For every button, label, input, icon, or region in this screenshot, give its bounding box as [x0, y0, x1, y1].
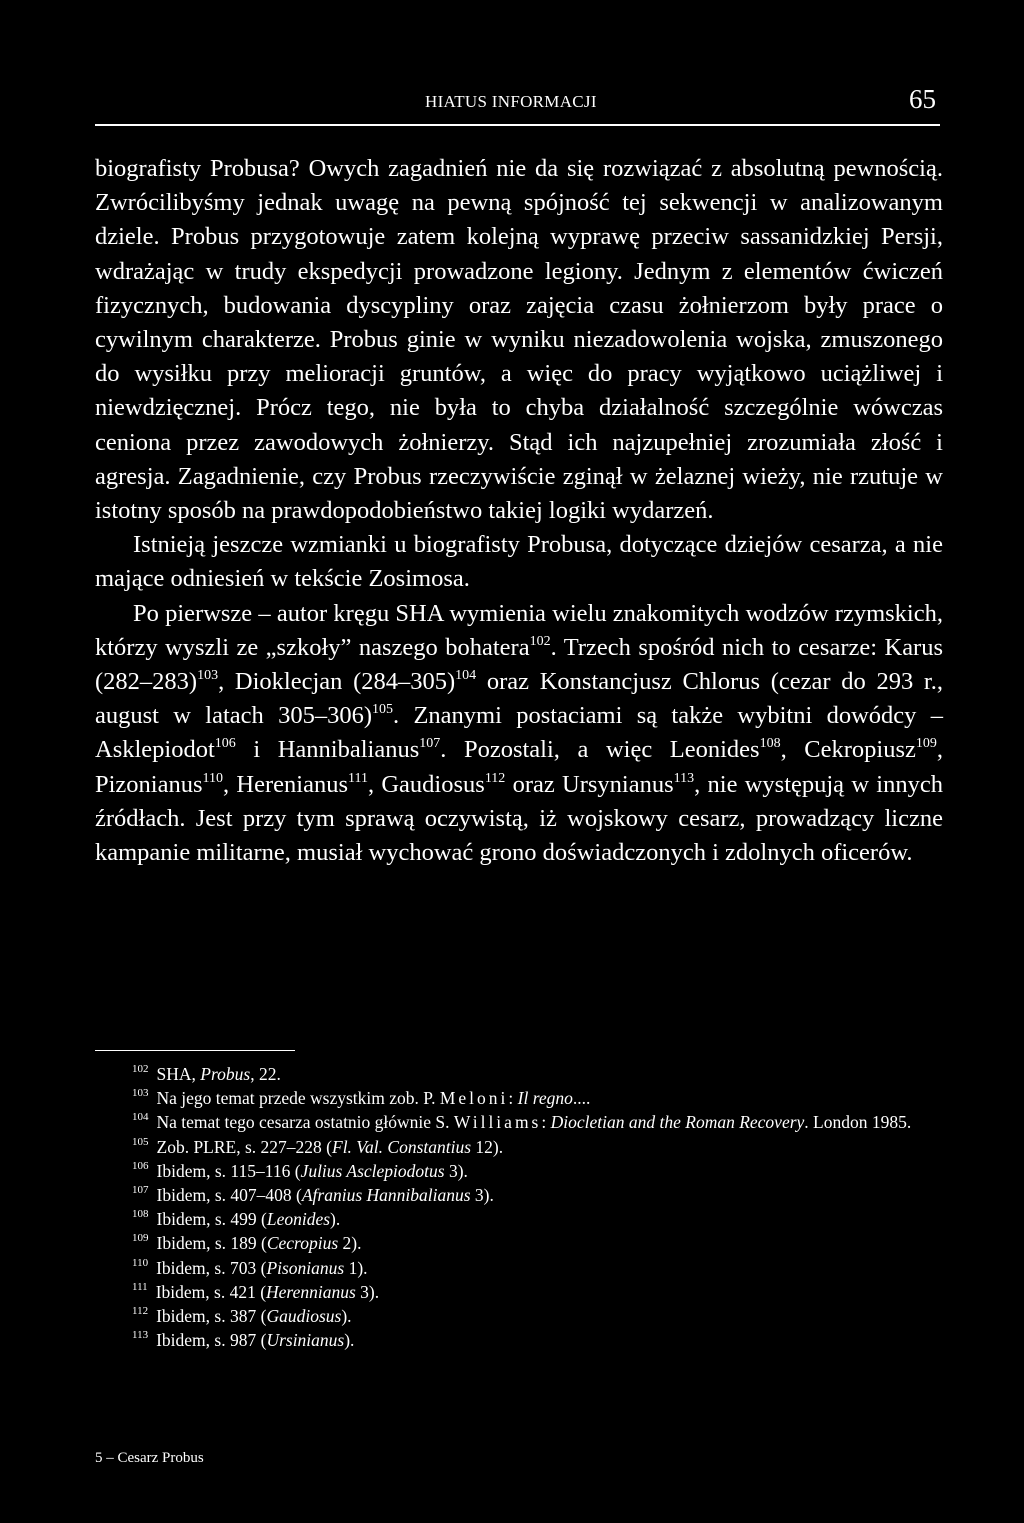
running-header: [95, 82, 940, 126]
footnote-reference: 108: [759, 736, 781, 752]
footnote-text: Ibidem, s. 499 (Leonides).: [156, 1209, 341, 1230]
italic-title: Pisonianus: [266, 1257, 345, 1278]
paragraph: Istnieją jeszcze wzmianki u biografisty Probusa, dotyczące dziejów cesarza, a nie mające odniesień w tekście Zosimosa.: [95, 531, 943, 593]
footnote-number: 102: [132, 1063, 149, 1075]
footnote-number: 113: [132, 1329, 149, 1342]
italic-title: Fl. Val. Constantius: [332, 1136, 472, 1157]
footnote-reference: 110: [202, 770, 224, 786]
footnote: [95, 1207, 940, 1231]
italic-title: Gaudiosus: [266, 1306, 342, 1327]
footnote-reference: 107: [419, 736, 441, 752]
footnote-reference: 106: [214, 736, 236, 752]
main-text: [95, 152, 943, 870]
italic-title: Afranius Hannibalianus: [301, 1185, 471, 1206]
footnote: [95, 1159, 940, 1183]
footnote-number: 112: [132, 1305, 149, 1318]
footnote-number: 103: [132, 1087, 149, 1100]
footnote: [95, 1135, 940, 1159]
footnote: [95, 1086, 940, 1110]
footnote-number: 111: [132, 1280, 148, 1293]
footnote-number: 109: [132, 1232, 149, 1245]
footnote-number: 105: [132, 1135, 149, 1148]
footnote-number: 106: [132, 1159, 149, 1172]
footnote-reference: 104: [455, 668, 477, 684]
footnote: [95, 1304, 940, 1328]
footnote: [95, 1231, 940, 1255]
running-title: HIATUS INFORMACJI: [425, 92, 597, 111]
footnote-text: Zob. PLRE, s. 227–228 (Fl. Val. Constantius 12).: [156, 1136, 504, 1157]
italic-title: Leonides: [266, 1209, 331, 1230]
footnote: [95, 1183, 940, 1207]
footnote-reference: 111: [347, 770, 368, 786]
footnote-reference: 109: [915, 736, 937, 752]
author-name: Williams: [453, 1112, 542, 1133]
footnote-text: Ibidem, s. 407–408 (Afranius Hannibalianus 3).: [156, 1185, 494, 1206]
italic-title: Diocletian and the Roman Recovery: [550, 1112, 805, 1133]
author-name: Meloni: [439, 1088, 509, 1109]
footnote-number: 110: [132, 1256, 149, 1269]
footnote-reference: 105: [372, 702, 394, 718]
footnote: [95, 1256, 940, 1280]
italic-title: Probus: [200, 1064, 251, 1084]
footnote-reference: 112: [484, 770, 506, 786]
page-number: 65: [909, 84, 936, 114]
footnote-number: 104: [132, 1111, 149, 1124]
footnote: [95, 1062, 940, 1086]
printer-signature: 5 – Cesarz Probus: [95, 1450, 204, 1466]
footnote-text: Na jego temat przede wszystkim zob. P. Meloni: Il regno....: [156, 1088, 591, 1109]
footnotes: [95, 1062, 940, 1352]
italic-title: Ursinianus: [266, 1330, 345, 1351]
italic-title: Cecropius: [266, 1233, 339, 1254]
italic-title: Il regno: [517, 1088, 573, 1109]
italic-title: Julius Asclepiodotus: [300, 1160, 445, 1181]
italic-title: Herennianus: [266, 1281, 356, 1302]
footnote-text: Ibidem, s. 703 (Pisonianus 1).: [156, 1257, 368, 1278]
footnote-text: Na temat tego cesarza ostatnio głównie S. Williams: Diocletian and the Roman Recovery. London 1985.: [156, 1112, 912, 1133]
footnote-text: Ibidem, s. 421 (Herennianus 3).: [155, 1281, 380, 1302]
footnote: [95, 1280, 940, 1304]
paragraph: Po pierwsze – autor kręgu SHA wymienia wielu znakomitych wodzów rzymskich, którzy wyszli ze „szkoły” naszego bohatera$^{102}$. Trzech spośród nich to cesarze: Karus $(282-283)^{103}$, Dioklecjan $(284-305)^{104}$ oraz Konstancjusz Chlorus (cezar do 293 r., august w latach 305–306)$^{105}$. Znanymi postaciami są także wybitni dowódcy – Asklepiodot$^{106}$ i Hannibalianus$^{107}$. Pozostali, a więc Leonides$^{108}$, Cekropiusz$^{109}$, Pizonianus$^{110}$, Herenianus$^{111}$, Gaudiosus$^{112}$ oraz Ursynianus$^{113}$, nie występują w innych źródłach. Jest przy tym sprawą oczywistą, iż wojskowy cesarz, prowadzący liczne kampanie militarne, musiał wychować grono doświadczonych i zdolnych oficerów.: [95, 599, 944, 867]
footnote-text: Ibidem, s. 987 (Ursinianus).: [156, 1330, 355, 1351]
footnote-text: Ibidem, s. 387 (Gaudiosus).: [156, 1306, 352, 1327]
footnote-text: Ibidem, s. 115–116 (Julius Asclepiodotus 3).: [156, 1160, 468, 1181]
footnote-reference: 102: [529, 633, 551, 649]
footnote-reference: 113: [673, 770, 695, 786]
footnote-text: Ibidem, s. 189 (Cecropius 2).: [156, 1233, 362, 1254]
footnote-number: 108: [132, 1208, 149, 1221]
footnote: [95, 1110, 940, 1134]
footnote-separator: [95, 1050, 295, 1051]
footnote-text: SHA, Probus, 22.: [156, 1064, 281, 1084]
footnote-reference: 103: [197, 668, 219, 684]
paragraph: biografisty Probusa? Owych zagadnień nie da się rozwiązać z absolutną pewnością. Zwrócilibyśmy jednak uwagę na pewną spójność tej sekwencji w analizowanym dziele. Probus przygotowuje zatem kolejną wyprawę przeciw sassanidzkiej Persji, wdrażając w trudy ekspedycji prowadzone legiony. Jednym z elementów ćwiczeń fizycznych, budowania dyscypliny oraz zajęcia czasu żołnierzom były prace o cywilnym charakterze. Probus ginie w wyniku niezadowolenia wojska, zmuszonego do wysiłku przy melioracji gruntów, a więc do pracy wyjątkowo uciążliwej i niewdzięcznej. Prócz tego, nie była to chyba działalność szczególnie wówczas ceniona przez zawodowych żołnierzy. Stąd ich najzupełniej zrozumiała złość i agresja. Zagadnienie, czy Probus rzeczywiście zginął w żelaznej wieży, nie rzutuje w istotny sposób na prawdopodobieństwo takiej logiki wydarzeń.: [95, 155, 943, 525]
footnote: [95, 1328, 940, 1352]
footnote-number: 107: [132, 1184, 149, 1197]
